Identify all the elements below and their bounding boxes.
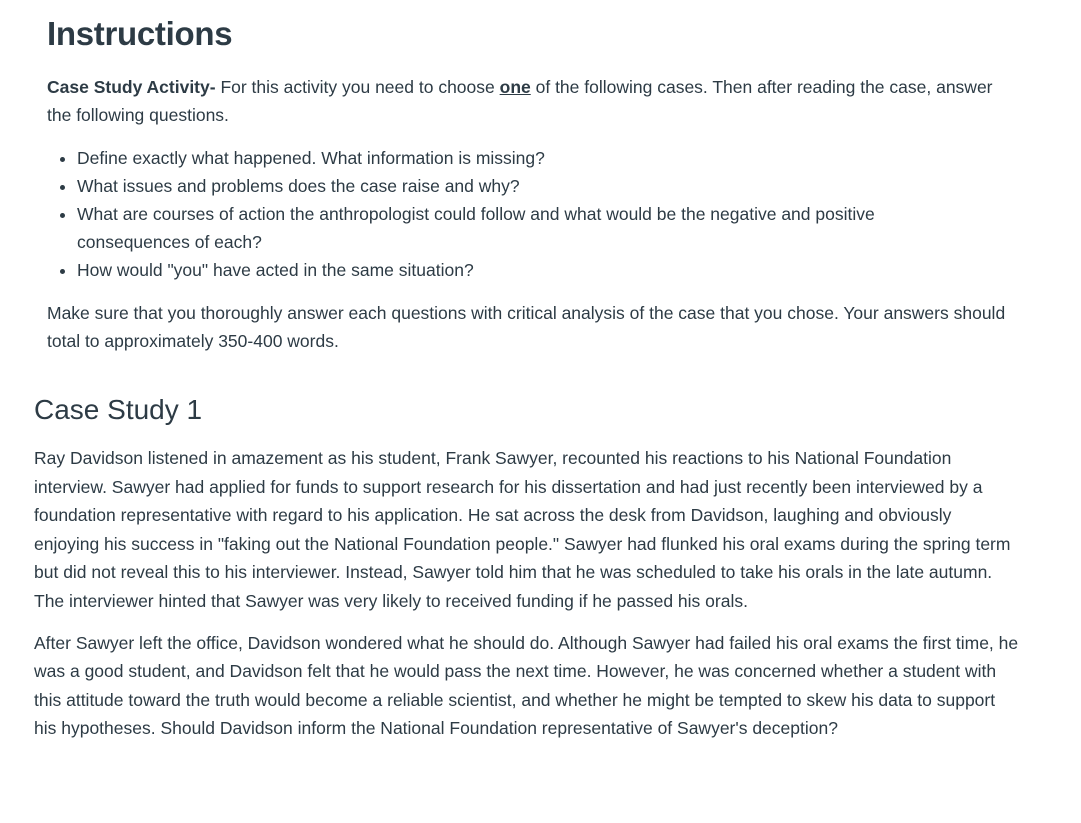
emphasis-one: one <box>499 77 531 97</box>
question-list <box>47 144 967 284</box>
case-paragraph: After Sawyer left the office, Davidson wondered what he should do. Although Sawyer had failed his oral exams the first time, he was a good student, and Davidson felt that he would pass the next time. However, he was concerned whether a student with this attitude toward the truth would become a reliable scientist, and whether he might be tempted to skew his data to support his hypotheses. Should Davidson inform the National Foundation representative of Sawyer's deception? <box>34 632 1019 739</box>
question-item: • What are courses of action the anthropologist could follow and what would be the negative and positive consequences of each? <box>77 200 967 256</box>
case-paragraph: Ray Davidson listened in amazement as his student, Frank Sawyer, recounted his reactions to his National Foundation interview. Sawyer had applied for funds to support research for his dissertation and had just recently been interviewed by a foundation representative with regard to his application. He sat across the desk from Davidson, laughing and obviously enjoying his success in "faking out the National Foundation people." Sawyer had flunked his oral exams during the spring term but did not reveal this to his interviewer. Instead, Sawyer told him that he was scheduled to take his orals in the late autumn. The interviewer hinted that Sawyer was very likely to received funding if he passed his orals. <box>34 448 1011 611</box>
question-item: • How would "you" have acted in the same situation? <box>77 256 967 284</box>
question-item: • What issues and problems does the case raise and why? <box>77 172 967 200</box>
case-study-section <box>34 390 1024 743</box>
instructions-section <box>47 12 1047 355</box>
intro-text-1: For this activity you need to choose <box>215 77 500 97</box>
instructions-heading: Instructions <box>47 15 233 52</box>
intro-text-2: of the following cases. Then after reading the case, answer the following questions. <box>47 77 993 125</box>
case-study-heading: Case Study 1 <box>34 394 203 425</box>
activity-label: Case Study Activity- <box>47 77 216 97</box>
closing-paragraph: Make sure that you thoroughly answer each questions with critical analysis of the case that you chose. Your answers should total to approximately 350-400 words. <box>47 303 1006 351</box>
question-item: • Define exactly what happened. What information is missing? <box>77 144 967 172</box>
intro-paragraph <box>47 73 1007 129</box>
